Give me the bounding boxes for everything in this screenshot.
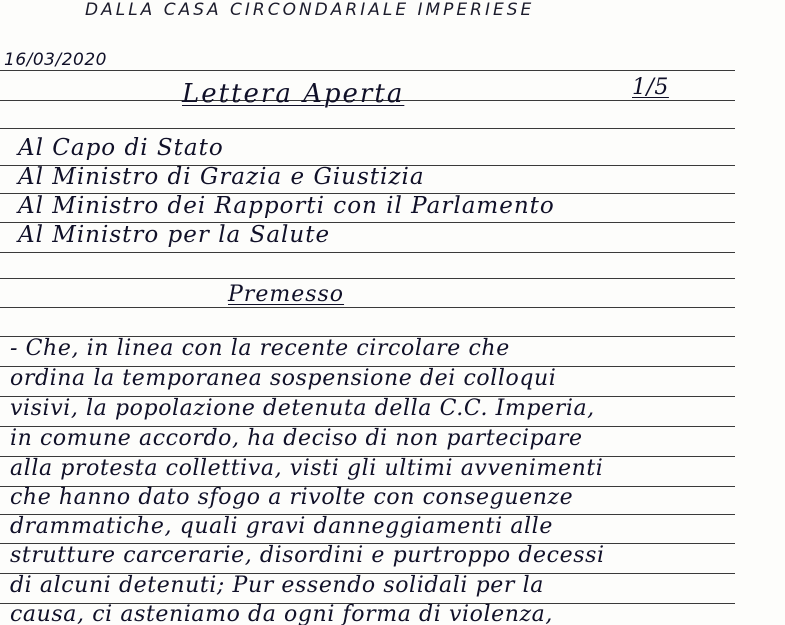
body-line: alla protesta collettiva, visti gli ultimi avvenimenti: [10, 456, 604, 481]
ruled-line: [0, 278, 735, 279]
addressee-line: Al Capo di Stato: [18, 135, 224, 161]
letter-title: Lettera Aperta: [182, 79, 405, 109]
body-line: drammatiche, quali gravi danneggiamenti alle: [10, 514, 553, 539]
ruled-line: [0, 128, 735, 129]
body-line: - Che, in linea con la recente circolare che: [10, 336, 510, 361]
body-line: di alcuni detenuti; Pur essendo solidali per la: [10, 573, 544, 598]
addressee-line: Al Ministro di Grazia e Giustizia: [18, 164, 425, 190]
letter-header: DALLA CASA CIRCONDARIALE IMPERIESE: [85, 0, 535, 20]
addressee-line: Al Ministro dei Rapporti con il Parlamento: [18, 193, 555, 219]
addressee-line: Al Ministro per la Salute: [18, 222, 331, 248]
body-line: strutture carcerarie, disordini e purtroppo decessi: [10, 543, 605, 568]
page-number: 1/5: [632, 75, 669, 100]
body-line: che hanno dato sfogo a rivolte con conseguenze: [10, 485, 574, 510]
ruled-line: [0, 70, 735, 71]
ruled-line: [0, 252, 735, 253]
body-line: in comune accordo, ha deciso di non partecipare: [10, 426, 583, 451]
ruled-line: [0, 307, 735, 308]
body-line: visivi, la popolazione detenuta della C.C. Imperia,: [10, 396, 595, 421]
body-line: ordina la temporanea sospensione dei colloqui: [10, 366, 557, 391]
letter-date: 16/03/2020: [4, 50, 107, 70]
body-line: causa, ci asteniamo da ogni forma di violenza,: [10, 602, 553, 625]
section-title: Premesso: [228, 282, 345, 307]
